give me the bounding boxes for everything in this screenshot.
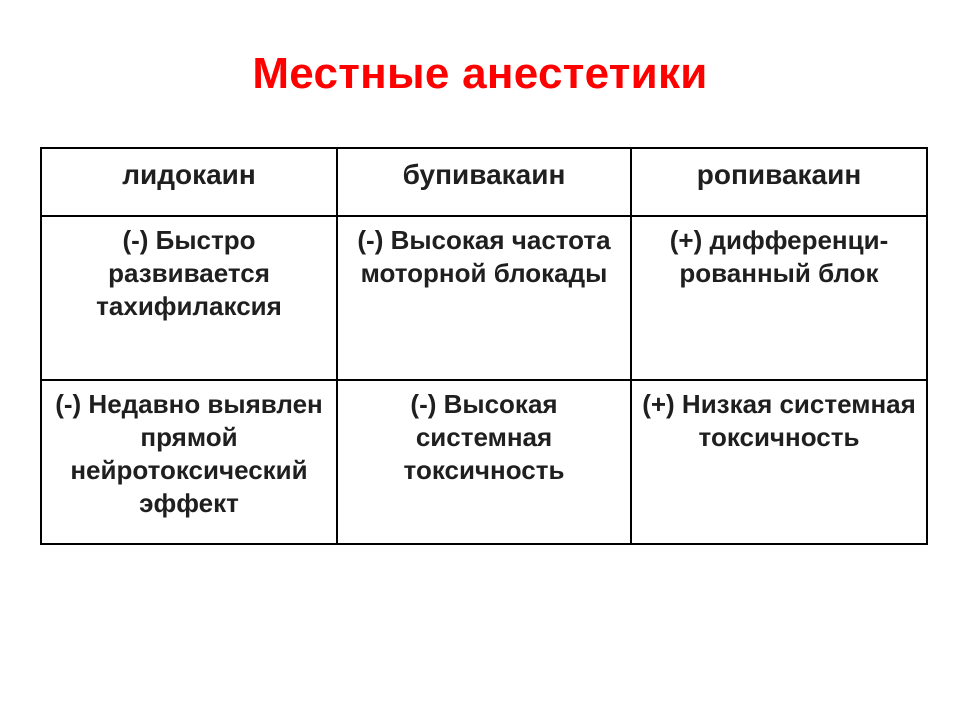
table-row bbox=[41, 380, 927, 544]
cell-bupivacaine-motor-block: (-) Высокая частота моторной блокады bbox=[337, 216, 631, 380]
cell-lidocaine-tachyphylaxis: (-) Быстро развивается тахифилаксия bbox=[41, 216, 337, 380]
slide-title: Местные анестетики bbox=[252, 49, 708, 98]
anesthetics-table bbox=[40, 147, 928, 545]
cell-lidocaine-neurotoxicity: (-) Недавно выявлен прямой нейротоксический эффект bbox=[41, 380, 337, 544]
header-bupivacaine: бупивакаин bbox=[337, 148, 631, 216]
header-lidocaine: лидокаин bbox=[41, 148, 337, 216]
table-row bbox=[41, 216, 927, 380]
cell-ropivacaine-systemic-toxicity: (+) Низкая системная токсичность bbox=[631, 380, 927, 544]
header-ropivacaine: ропивакаин bbox=[631, 148, 927, 216]
cell-bupivacaine-systemic-toxicity: (-) Высокая системная токсичность bbox=[337, 380, 631, 544]
cell-ropivacaine-differentiated-block: (+) дифференци-рованный блок bbox=[631, 216, 927, 380]
table-header-row bbox=[41, 148, 927, 216]
